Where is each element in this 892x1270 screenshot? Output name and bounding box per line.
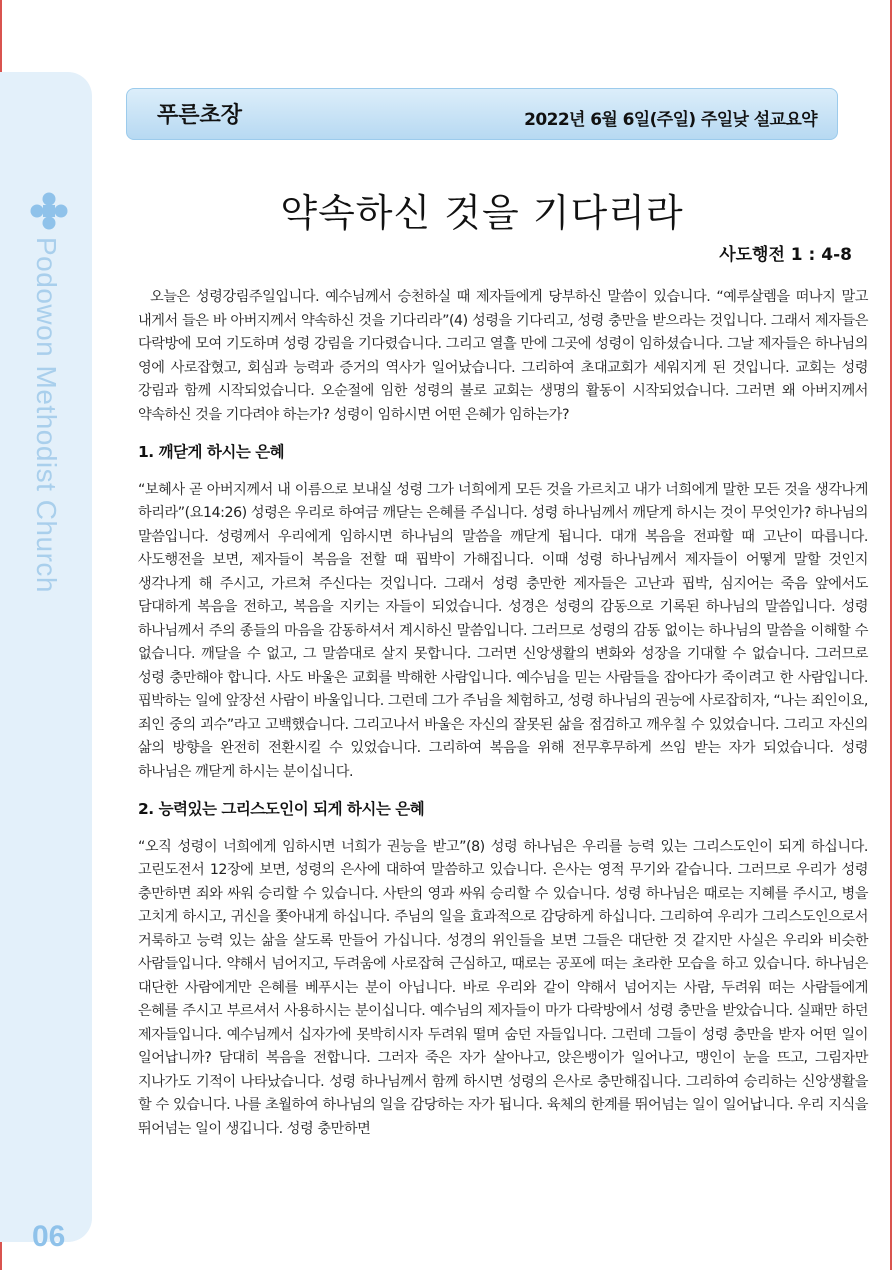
sermon-body <box>138 286 868 1155</box>
section-2-paragraph: “오직 성령이 너희에게 임하시면 너희가 권능을 받고”(8) 성령 하나님은 우리를 능력 있는 그리스도인이 되게 하십니다. 고린도전서 12장에 보면, 성령의 은사에 대하여 말씀하고 있습니다. 은사는 영적 무기와 같습니다. 그러므로 우리가 성령 충만하면 죄와 싸워 승리할 수 있습니다. 사탄의 영과 싸워 승리할 수 있습니다. 성령 하나님은 때로는 지혜를 주시고, 병을 고치게 하시고, 귀신을 쫓아내게 하십니다. 주님의 일을 효과적으로 감당하게 하십니다. 그리하여 우리가 그리스도인으로서 거룩하고 능력 있는 삶을 살도록 만들어 가십니다. 성경의 위인들을 보면 그들은 대단한 것 같지만 사실은 우리와 비슷한 사람들입니다. 약해서 넘어지고, 두려움에 사로잡혀 근심하고, 때로는 공포에 떠는 초라한 모습을 하고 있습니다. 하나님은 대단한 사람에게만 은혜를 베푸시는 분이 아닙니다. 바로 우리와 같이 약해서 넘어지는 사람, 두려워 떠는 사람들에게 은혜를 주시고 부르셔서 사용하시는 분이십니다. 예수님의 제자들이 마가 다락방에서 성령 충만을 받았습니다. 실패만 하던 제자들입니다. 예수님께서 십자가에 못박히시자 두려워 떨며 숨던 자들입니다. 그런데 그들이 성령 충만을 받자 어떤 일이 일어납니까? 담대히 복음을 전합니다. 그러자 죽은 자가 살아나고, 앉은뱅이가 일어나고, 맹인이 눈을 뜨고, 그림자만 지나가도 기적이 나타났습니다. 성령 하나님께서 함께 하시면 성령의 은사로 충만해집니다. 그리하여 승리하는 신앙생활을 할 수 있습니다. 나를 초월하여 하나님의 일을 감당하는 자가 됩니다. 육체의 한계를 뛰어넘는 일이 일어납니다. 우리 지식을 뛰어넘는 일이 생깁니다. 성령 충만하면 <box>138 838 868 1137</box>
side-band <box>0 72 92 1253</box>
series-name: 푸른초장 <box>157 103 243 128</box>
intro-paragraph: 오늘은 성령강림주일입니다. 예수님께서 승천하실 때 제자들에게 당부하신 말씀이 있습니다. “예루살렘을 떠나지 말고 내게서 들은 바 아버지께서 약속하신 것을 기다리라”(4) 성령을 기다리고, 성령 충만을 받으라는 것입니다. 그래서 제자들은 다락방에 모여 기도하며 성령 강림을 기다렸습니다. 그리고 열흘 만에 그곳에 성령이 임하셨습니다. 그날 제자들은 하나님의 영에 사로잡혔고, 회심과 능력과 증거의 역사가 일어났습니다. 그리하여 초대교회가 세워지게 된 것입니다. 교회는 성령 강림과 함께 시작되었습니다. 오순절에 임한 성령의 불로 교회는 생명의 활동이 시작되었습니다. 그러면 왜 아버지께서 약속하신 것을 기다려야 하는가? 성령이 임하시면 어떤 은혜가 임하는가? <box>138 289 868 423</box>
church-name-vertical: Podowon Methodist Church <box>31 237 62 593</box>
cross-icon <box>30 192 68 230</box>
section-2-heading: 2. 능력있는 그리스도인이 되게 하시는 은혜 <box>138 800 425 818</box>
sermon-date-label: 2022년 6월 6일(주일) 주일낮 설교요약 <box>524 110 817 130</box>
section-1-heading: 1. 깨닫게 하시는 은혜 <box>138 443 285 461</box>
section-1-paragraph: “보혜사 곧 아버지께서 내 이름으로 보내실 성령 그가 너희에게 모든 것을 가르치고 내가 너희에게 말한 모든 것을 생각나게 하리라”(요14:26) 성령은 우리로 하여금 깨닫는 은혜를 주십니다. 성령 하나님께서 깨닫게 하시는 것이 무엇인가? 하나님의 말씀입니다. 성령께서 우리에게 임하시면 하나님의 말씀을 깨닫게 됩니다. 대개 복음을 전파할 때 고난이 따릅니다. 사도행전을 보면, 제자들이 복음을 전할 때 핍박이 가해집니다. 이때 성령 하나님께서 제자들이 어떻게 말할 것인지 생각나게 해 주시고, 가르쳐 주신다는 것입니다. 그래서 성령 충만한 제자들은 고난과 핍박, 심지어는 죽음 앞에서도 담대하게 복음을 전하고, 복음을 지키는 자들이 되었습니다. 성경은 성령의 감동으로 기록된 하나님의 말씀입니다. 성령 하나님께서 주의 종들의 마음을 감동하셔서 계시하신 말씀입니다. 그러므로 성령의 감동 없이는 하나님의 말씀을 이해할 수 없습니다. 깨달을 수 없고, 그 말씀대로 살지 못합니다. 그러면 신앙생활의 변화와 성장을 기대할 수 없습니다. 그러므로 성령 충만해야 합니다. 사도 바울은 교회를 박해한 사람입니다. 예수님을 믿는 사람들을 잡아다가 죽이려고 한 사람입니다. 핍박하는 일에 앞장선 사람이 바울입니다. 그런데 그가 주님을 체험하고, 성령 하나님의 권능에 사로잡히자, “나는 죄인이요, 죄인 중의 괴수”라고 고백했습니다. 그리고나서 바울은 자신의 잘못된 삶을 점검하고 깨우칠 수 있었습니다. 그리고 자신의 삶의 방향을 완전히 전환시킬 수 있었습니다. 그리하여 복음을 위해 전무후무하게 쓰임 받는 자가 되었습니다. 성령 하나님은 깨닫게 하시는 분이십니다. <box>138 481 868 780</box>
sermon-title: 약속하신 것을 기다리라 <box>280 191 684 235</box>
scripture-reference: 사도행전 1 : 4-8 <box>719 245 852 265</box>
header-bar <box>126 88 838 140</box>
page-number: 06 <box>32 1220 66 1253</box>
